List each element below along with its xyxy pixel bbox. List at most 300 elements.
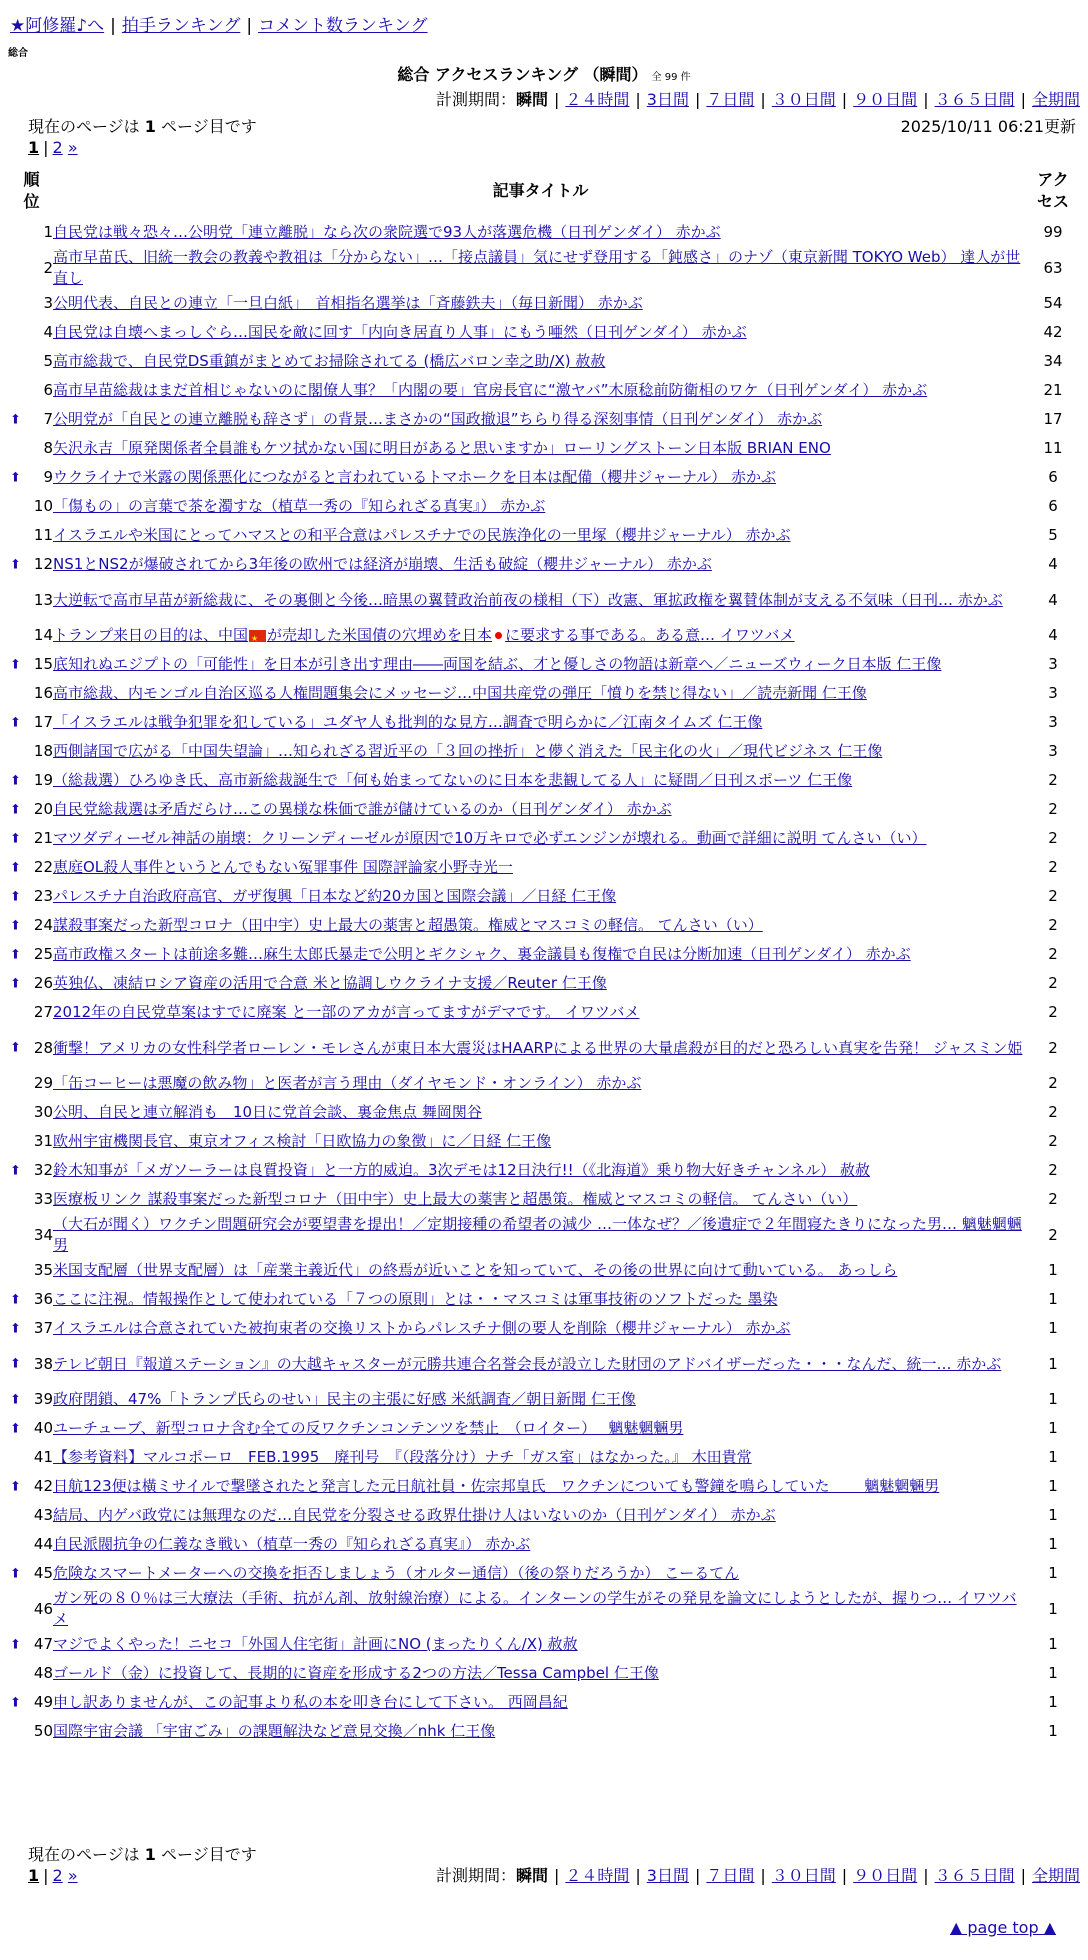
rank-cell: [10, 1414, 53, 1443]
access-count: 2: [1048, 945, 1058, 963]
period-separator: |: [841, 1866, 848, 1885]
rank-number: 36: [33, 1290, 53, 1308]
article-link[interactable]: ここに注視。情報操作として使われている「７つの原則」とは・・マスコミは軍事技術のソフトだった 墨染: [53, 1290, 778, 1308]
article-link[interactable]: 「傷もの」の言葉で茶を濁すな（植草一秀の『知られざる真実』） 赤かぶ: [53, 497, 546, 515]
comment-ranking-link[interactable]: コメント数ランキング: [258, 16, 428, 36]
table-row: [10, 882, 1078, 911]
article-link[interactable]: 矢沢永吉「原発関係者全員誰もケツ拭かない国に明日があると思いますか」ローリングストーン日本版 BRIAN ENO: [53, 439, 831, 457]
title-cell: [53, 1156, 1028, 1185]
table-row: [10, 679, 1078, 708]
up-arrow-icon: ⬆: [10, 1321, 21, 1336]
table-row: [10, 1559, 1078, 1588]
access-count: 3: [1048, 655, 1058, 673]
up-arrow-icon: ⬆: [10, 1421, 21, 1436]
table-row: [10, 998, 1078, 1027]
table-row: [10, 940, 1078, 969]
up-arrow-icon: ⬆: [10, 802, 21, 817]
rank-number: 19: [33, 771, 53, 789]
access-count: 4: [1048, 626, 1058, 644]
up-arrow-icon: ⬆: [10, 412, 21, 427]
table-row: [10, 1285, 1078, 1314]
table-row: [10, 1256, 1078, 1285]
rank-number: 42: [33, 1477, 53, 1495]
title-cell: [53, 998, 1028, 1027]
title-cell: [53, 1414, 1028, 1443]
article-link[interactable]: 結局、内ゲバ政党には無理なのだ…自民党を分裂させる政界仕掛け人はいないのか（日刊ゲンダイ） 赤かぶ: [53, 1506, 776, 1524]
pager-top: [28, 138, 78, 157]
access-count: 1: [1048, 1477, 1058, 1495]
rank-number: 48: [33, 1664, 53, 1682]
article-link[interactable]: イスラエルは合意されていた被拘束者の交換リストからパレスチナ側の要人を削除（櫻井ジャーナル） 赤かぶ: [53, 1319, 791, 1337]
rank-number: 45: [33, 1564, 53, 1582]
rank-number: 18: [33, 742, 53, 760]
article-link[interactable]: NS1とNS2が爆破されてから3年後の欧州では経済が崩壊、生活も破綻（櫻井ジャーナル） 赤かぶ: [53, 555, 712, 573]
article-link[interactable]: ゴールド（金）に投資して、長期的に資産を形成する2つの方法／Tessa Campbel 仁王像: [53, 1664, 659, 1682]
title-cell: [53, 1185, 1028, 1214]
rank-number: 5: [43, 352, 53, 370]
period-link-4[interactable]: ９０日間: [853, 90, 918, 109]
nav-separator: |: [110, 16, 116, 36]
pager-separator: |: [43, 1866, 49, 1885]
table-row: [10, 737, 1078, 766]
article-link[interactable]: マジでよくやった！ニセコ「外国人住宅街」計画にNO (まったりくん/X) 赦赦: [53, 1635, 578, 1653]
rank-number: 41: [33, 1448, 53, 1466]
period-link-2[interactable]: ７日間: [706, 90, 755, 109]
table-row: [10, 405, 1078, 434]
article-link[interactable]: 底知れぬエジプトの「可能性」を日本が引き出す理由――両国を結ぶ、才と優しさの物語は新章へ／ニューズウィーク日本版 仁王像: [53, 655, 942, 673]
title-cell: [53, 1559, 1028, 1588]
article-link[interactable]: 衝撃！アメリカの女性科学者ローレン・モレさんが東日本大震災はHAARPによる世界の大量虐殺が目的だと恐ろしい真実を告発！ ジャスミン姫: [53, 1038, 1023, 1057]
table-row: [10, 708, 1078, 737]
table-row: [10, 1314, 1078, 1343]
access-count: 99: [1043, 223, 1063, 241]
rank-number: 20: [33, 800, 53, 818]
title-cell: [53, 492, 1028, 521]
rank-cell: [10, 1027, 53, 1069]
page-title: [0, 62, 1088, 85]
title-cell: [53, 1501, 1028, 1530]
period-link-0[interactable]: ２４時間: [565, 1866, 630, 1885]
table-row: [10, 1501, 1078, 1530]
rank-number: 21: [33, 829, 53, 847]
up-arrow-icon: ⬆: [10, 1040, 21, 1056]
access-count: 1: [1048, 1319, 1058, 1337]
rank-cell: [10, 550, 53, 579]
rank-cell: [10, 1717, 53, 1746]
rank-number: 3: [43, 294, 53, 312]
article-link[interactable]: 欧州宇宙機関長官、東京オフィス検討「日欧協力の象徴」に／日経 仁王像: [53, 1132, 552, 1150]
article-link[interactable]: 高市総裁、内モンゴル自治区巡る人権問題集会にメッセージ…中国共産党の弾圧「憤りを禁じ得ない」／読売新聞 仁王像: [53, 684, 867, 702]
period-link-1[interactable]: 3日間: [646, 90, 689, 109]
period-separator: |: [923, 90, 929, 109]
table-row: [10, 1414, 1078, 1443]
title-cell: [53, 376, 1028, 405]
rank-cell: [10, 1530, 53, 1559]
rank-cell: [10, 376, 53, 405]
title-cell: [53, 1530, 1028, 1559]
article-link[interactable]: 高市早苗氏、旧統一教会の教義や教祖は「分からない」…「接点議員」気にせず登用する「鈍感さ」のナゾ（東京新聞 TOKYO Web） 達人が世直し: [53, 248, 1021, 287]
access-count: 1: [1048, 1390, 1058, 1408]
article-link[interactable]: テレビ朝日『報道ステーション』の大越キャスターが元勝共連合名誉会長が設立した財団のアドバイザーだった・・・なんだ、統一… 赤かぶ: [53, 1354, 1002, 1373]
current-page-number: 1: [144, 1845, 156, 1864]
title-cell: [53, 1659, 1028, 1688]
article-link[interactable]: 公明党が「自民との連立離脱も辞さず」の背景…まさかの“国政撤退”ちらり得る深刻事情（日刊ゲンダイ） 赤かぶ: [53, 410, 823, 428]
article-link[interactable]: 英独仏、凍結ロシア資産の活用で合意 米と協調しウクライナ支援／Reuter 仁王像: [53, 974, 607, 992]
table-row: [10, 1688, 1078, 1717]
updated-timestamp: 2025/10/11 06:21更新: [900, 117, 1076, 136]
access-count: 3: [1048, 684, 1058, 702]
next-page-link[interactable]: »: [67, 1866, 78, 1885]
access-count: 2: [1048, 974, 1058, 992]
table-row: [10, 492, 1078, 521]
table-row: [10, 621, 1078, 650]
article-link[interactable]: ガン死の８０％は三大療法（手術、抗がん剤、放射線治療）による。インターンの学生がその発見を論文にしようとしたが、握りつ… イワツバメ: [53, 1589, 1017, 1628]
access-count: 5: [1048, 526, 1058, 544]
access-count: 1: [1048, 1261, 1058, 1279]
rank-cell: [10, 1501, 53, 1530]
up-arrow-icon: ⬆: [10, 1566, 21, 1581]
access-count: 2: [1048, 1103, 1058, 1121]
article-link[interactable]: 公明、自民と連立解消も 10日に党首会談、裏金焦点 舞岡関谷: [53, 1103, 482, 1121]
current-page-suffix: ページ目です: [155, 1845, 257, 1864]
title-cell: [53, 405, 1028, 434]
total-count: 全 99 件: [651, 72, 691, 83]
rank-number: 22: [33, 858, 53, 876]
access-count: 3: [1048, 713, 1058, 731]
access-count: 6: [1048, 468, 1058, 486]
period-link-3[interactable]: ３０日間: [771, 90, 836, 109]
table-row: [10, 650, 1078, 679]
rank-cell: [10, 1443, 53, 1472]
article-link[interactable]: ウクライナで米露の関係悪化につながると言われているトマホークを日本は配備（櫻井ジャーナル） 赤かぶ: [53, 468, 776, 486]
access-count: 11: [1043, 439, 1063, 457]
rank-number: 14: [33, 626, 53, 644]
period-separator: |: [553, 90, 560, 109]
rank-cell: [10, 1214, 53, 1256]
access-count: 1: [1048, 1354, 1058, 1373]
article-link[interactable]: ユーチューブ、新型コロナ含む全ての反ワクチンコンテンツを禁止 （ロイター） 魑魅魍魎男: [53, 1419, 684, 1437]
period-link-6[interactable]: 全期間: [1031, 90, 1080, 109]
page-1-link[interactable]: 1: [28, 1866, 40, 1885]
access-count: 2: [1048, 1161, 1058, 1179]
title-cell: [53, 247, 1028, 289]
top-nav: [10, 11, 428, 36]
access-count: 2: [1048, 858, 1058, 876]
access-count: 1: [1048, 1419, 1058, 1437]
period-link-2[interactable]: ７日間: [706, 1866, 755, 1885]
access-count: 2: [1048, 1190, 1058, 1208]
article-link[interactable]: マツダディーゼル神話の崩壊：クリーンディーゼルが原因で10万キロで必ずエンジンが壊れる。動画で詳細に説明 てんさい（い）: [53, 829, 927, 847]
up-arrow-icon: ⬆: [10, 976, 21, 991]
article-link[interactable]: 「缶コーヒーは悪魔の飲み物」と医者が言う理由（ダイヤモンド・オンライン） 赤かぶ: [53, 1074, 642, 1092]
article-link[interactable]: 危険なスマートメーターへの交換を拒否しましょう（オルター通信）（後の祭りだろうか） こーるてん: [53, 1564, 740, 1582]
title-cell: [53, 766, 1028, 795]
title-cell: [53, 795, 1028, 824]
rank-number: 34: [33, 1225, 53, 1244]
table-row: [10, 1027, 1078, 1069]
table-row: [10, 218, 1078, 247]
access-count: 2: [1048, 1225, 1058, 1244]
title-cell: [53, 940, 1028, 969]
table-row: [10, 1069, 1078, 1098]
article-link[interactable]: 日航123便は橫ミサイルで撃墜されたと発言した元日航社員・佐宗邦皇氏 ワクチンについても警鐘を鳴らしていた 魑魅魍魎男: [53, 1477, 940, 1495]
article-link[interactable]: パレスチナ自治政府高官、ガザ復興「日本など約20カ国と国際会議」／日経 仁王像: [53, 887, 617, 905]
period-selector-bottom: [436, 1863, 1080, 1886]
rank-cell: [10, 1098, 53, 1127]
article-link[interactable]: （大石が聞く）ワクチン問題研究会が要望書を提出！／定期接種の希望者の減少 …一体なぜ？／後遺症で２年間寝たきりになった男… 魑魅魍魎男: [53, 1215, 1022, 1254]
title-cell: [53, 1127, 1028, 1156]
title-cell: [53, 1472, 1028, 1501]
table-row: [10, 1443, 1078, 1472]
article-link[interactable]: 恵庭OL殺人事件というとんでもない冤罪事件 国際評論家小野寺光一: [53, 858, 513, 876]
title-cell: [53, 347, 1028, 376]
article-link[interactable]: 高市早苗総裁はまだ首相じゃないのに閣僚人事？「内閣の要」官房長官に“激ヤバ”木原稔前防衛相のワケ（日刊ゲンダイ） 赤かぶ: [53, 381, 928, 399]
rank-cell: [10, 1285, 53, 1314]
rank-number: 40: [33, 1419, 53, 1437]
access-count: 2: [1048, 916, 1058, 934]
clap-ranking-link[interactable]: 拍手ランキング: [121, 16, 241, 36]
table-row: [10, 463, 1078, 492]
rank-number: 17: [33, 713, 53, 731]
access-count: 3: [1048, 742, 1058, 760]
title-cell: [53, 1285, 1028, 1314]
rank-cell: [10, 1588, 53, 1630]
rank-number: 9: [43, 468, 53, 486]
title-cell: [53, 434, 1028, 463]
rank-cell: [10, 766, 53, 795]
article-link[interactable]: 西側諸国で広がる「中国失望論」…知られざる習近平の「３回の挫折」と儚く消えた「民主化の火」／現代ビジネス 仁王像: [53, 742, 883, 760]
next-page-link[interactable]: »: [67, 138, 78, 157]
access-count: 4: [1048, 590, 1058, 609]
access-count: 2: [1048, 1074, 1058, 1092]
current-page-suffix: ページ目です: [155, 117, 257, 136]
rank-number: 43: [33, 1506, 53, 1524]
rank-number: 30: [33, 1103, 53, 1121]
access-count: 1: [1048, 1599, 1058, 1618]
title-cell: [53, 1443, 1028, 1472]
rank-number: 10: [33, 497, 53, 515]
article-link[interactable]: 米国支配層（世界支配層）は「産業主義近代」の終焉が近いことを知っていて、その後の世界に向けて動いている。 あっしら: [53, 1261, 898, 1279]
current-page-prefix: 現在のページは: [28, 117, 145, 136]
article-link[interactable]: イスラエルや米国にとってハマスとの和平合意はパレスチナでの民族浄化の一里塚（櫻井ジャーナル） 赤かぶ: [53, 526, 791, 544]
current-page-info: [28, 114, 257, 137]
access-count: 63: [1043, 258, 1063, 277]
rank-cell: [10, 940, 53, 969]
period-current: 瞬間: [515, 90, 548, 109]
title-cell: [53, 579, 1028, 621]
table-row: [10, 1343, 1078, 1385]
page-1-link[interactable]: 1: [28, 138, 40, 157]
title-cell: [53, 1214, 1028, 1256]
period-separator: |: [694, 90, 701, 109]
rank-number: 1: [43, 223, 53, 241]
rank-number: 16: [33, 684, 53, 702]
period-link-6[interactable]: 全期間: [1031, 1866, 1080, 1885]
title-cell: [53, 1069, 1028, 1098]
article-link[interactable]: 鈴木知事が「メガソーラーは良質投資」と一方的威迫。3次デモは12日決行!!（《北海道》乗り物大好きチャンネル） 赦赦: [53, 1161, 871, 1179]
period-link-3[interactable]: ３０日間: [771, 1866, 836, 1885]
header-access: アクセス: [1036, 170, 1069, 211]
rank-number: 35: [33, 1261, 53, 1279]
rank-cell: [10, 1343, 53, 1385]
current-page-number: 1: [144, 117, 156, 136]
rank-cell: [10, 579, 53, 621]
rank-cell: [10, 1256, 53, 1285]
category-label: 総合: [8, 48, 28, 59]
page-2-link[interactable]: 2: [52, 1866, 63, 1885]
japan-flag-icon: [495, 632, 502, 639]
up-arrow-icon: ⬆: [10, 1292, 21, 1307]
table-row: [10, 911, 1078, 940]
article-link[interactable]: 国際宇宙会議 「宇宙ごみ」の課題解決など意見交換／nhk 仁王像: [53, 1722, 496, 1740]
rank-cell: [10, 969, 53, 998]
table-row: [10, 766, 1078, 795]
title-cell: [53, 463, 1028, 492]
period-link-5[interactable]: ３６５日間: [934, 1866, 1015, 1885]
table-row: [10, 1214, 1078, 1256]
article-link[interactable]: 医療板リンク 謀殺事案だった新型コロナ（田中宇）史上最大の薬害と超愚策。権威とマスコミの軽信。 てんさい（い）: [53, 1190, 858, 1208]
table-row: [10, 824, 1078, 853]
rank-cell: [10, 911, 53, 940]
article-link[interactable]: トランプ来日の目的は、中国★ が売却した米国債の穴埋めを日本 に要求する事である。ある意… イワツバメ: [53, 626, 795, 644]
access-count: 2: [1048, 800, 1058, 818]
rank-cell: [10, 1314, 53, 1343]
rank-cell: [10, 318, 53, 347]
access-count: 1: [1048, 1535, 1058, 1553]
up-arrow-icon: ⬆: [10, 860, 21, 875]
table-row: [10, 969, 1078, 998]
period-selector-top: [436, 87, 1080, 110]
rank-number: 39: [33, 1390, 53, 1408]
article-link[interactable]: （総裁選）ひろゆき氏、高市新総裁誕生で「何も始まってないのに日本を悲観してる人」に疑問／日刊スポーツ 仁王像: [53, 771, 853, 789]
article-link[interactable]: 高市政権スタートは前途多難…麻生太郎氏暴走で公明とギクシャク、裏金議員も復権で自民は分断加速（日刊ゲンダイ） 赤かぶ: [53, 945, 911, 963]
article-link[interactable]: 公明代表、自民との連立「一旦白紙」 首相指名選挙は「斉藤鉄夫」（毎日新聞） 赤かぶ: [53, 294, 643, 312]
article-link[interactable]: 自民党は自壊へまっしぐら…国民を敵に回す「内向き居直り人事」にもう唖然（日刊ゲンダイ） 赤かぶ: [53, 323, 747, 341]
access-count: 2: [1048, 1038, 1058, 1057]
access-count: 2: [1048, 771, 1058, 789]
up-arrow-icon: ⬆: [10, 889, 21, 904]
rank-cell: [10, 289, 53, 318]
page-top-link[interactable]: ▲ page top ▲: [949, 1918, 1056, 1937]
title-cell: [53, 1385, 1028, 1414]
article-link[interactable]: 2012年の自民党草案はすでに廃案 と一部のアカが言ってますがデマです。 イワツバメ: [53, 1003, 640, 1021]
access-count: 4: [1048, 555, 1058, 573]
period-separator: |: [760, 1866, 766, 1885]
period-link-5[interactable]: ３６５日間: [934, 90, 1015, 109]
up-arrow-icon: ⬆: [10, 470, 21, 485]
article-link[interactable]: 自民派閥抗争の仁義なき戦い（植草一秀の『知られざる真実』） 赤かぶ: [53, 1535, 531, 1553]
article-link[interactable]: 政府閉鎖、47%「トランプ氏らのせい」民主の主張に好感 米紙調査／朝日新聞 仁王像: [53, 1390, 636, 1408]
period-separator: |: [635, 90, 641, 109]
rank-cell: [10, 492, 53, 521]
rank-number: 26: [33, 974, 53, 992]
title-cell: [53, 824, 1028, 853]
title-cell: [53, 1688, 1028, 1717]
article-link[interactable]: 「イスラエルは戦争犯罪を犯している」ユダヤ人も批判的な見方…調査で明らかに／江南タイムズ 仁王像: [53, 713, 763, 731]
access-count: 1: [1048, 1693, 1058, 1711]
period-link-4[interactable]: ９０日間: [853, 1866, 918, 1885]
table-row: [10, 289, 1078, 318]
table-header-row: [10, 164, 1078, 218]
rank-cell: [10, 1185, 53, 1214]
rank-number: 13: [33, 590, 53, 609]
table-row: [10, 1588, 1078, 1630]
home-link[interactable]: ★阿修羅♪へ: [10, 16, 105, 36]
rank-number: 23: [33, 887, 53, 905]
title-cell: [53, 1027, 1028, 1069]
table-row: [10, 1156, 1078, 1185]
access-count: 2: [1048, 1003, 1058, 1021]
title-cell: [53, 737, 1028, 766]
nav-separator: |: [246, 16, 253, 36]
table-row: [10, 1530, 1078, 1559]
page-2-link[interactable]: 2: [52, 138, 63, 157]
rank-cell: [10, 1385, 53, 1414]
rank-cell: [10, 737, 53, 766]
up-arrow-icon: ⬆: [10, 1163, 21, 1178]
period-link-1[interactable]: 3日間: [646, 1866, 689, 1885]
title-cell: [53, 679, 1028, 708]
title-cell: [53, 911, 1028, 940]
title-cell: [53, 621, 1028, 650]
up-arrow-icon: ⬆: [10, 557, 21, 572]
table-row: [10, 1472, 1078, 1501]
title-cell: [53, 708, 1028, 737]
rank-cell: [10, 1559, 53, 1588]
article-link[interactable]: 大逆転で高市早苗が新総裁に、その裏側と今後…暗黒の翼賛政治前夜の様相（下）改憲、軍拡政権を翼賛体制が支える不気味（日刊… 赤かぶ: [53, 590, 1003, 609]
rank-number: 37: [33, 1319, 53, 1337]
rank-cell: [10, 621, 53, 650]
title-cell: [53, 969, 1028, 998]
period-separator: |: [841, 90, 848, 109]
access-count: 2: [1048, 829, 1058, 847]
article-link[interactable]: 謀殺事案だった新型コロナ（田中宇）史上最大の薬害と超愚策。権威とマスコミの軽信。 てんさい（い）: [53, 916, 763, 934]
access-count: 1: [1048, 1448, 1058, 1466]
rank-cell: [10, 347, 53, 376]
rank-cell: [10, 795, 53, 824]
period-separator: |: [1020, 90, 1026, 109]
rank-cell: [10, 853, 53, 882]
access-count: 21: [1043, 381, 1063, 399]
rank-number: 15: [33, 655, 53, 673]
access-count: 1: [1048, 1290, 1058, 1308]
table-row: [10, 579, 1078, 621]
rank-number: 8: [43, 439, 53, 457]
up-arrow-icon: ⬆: [10, 715, 21, 730]
period-link-0[interactable]: ２４時間: [565, 90, 630, 109]
rank-cell: [10, 1688, 53, 1717]
ranking-table: [10, 164, 1078, 1746]
rank-number: 28: [33, 1038, 53, 1057]
table-row: [10, 1659, 1078, 1688]
table-row: [10, 247, 1078, 289]
article-link[interactable]: 申し訳ありませんが、この記事より私の本を叩き台にして下さい。 西岡昌紀: [53, 1693, 568, 1711]
up-arrow-icon: ⬆: [10, 657, 21, 672]
rank-cell: [10, 679, 53, 708]
access-count: 17: [1043, 410, 1063, 428]
article-link[interactable]: 自民党は戦々恐々…公明党「連立離脱」なら次の衆院選で93人が落選危機（日刊ゲンダイ） 赤かぶ: [53, 223, 721, 241]
article-link[interactable]: 自民党総裁選は矛盾だらけ…この異様な株価で誰が儲けているのか（日刊ゲンダイ） 赤かぶ: [53, 800, 672, 818]
pager-separator: |: [43, 138, 49, 157]
article-link[interactable]: 【参考資料】マルコポーロ FEB.1995 廃刊号 『（段落分け）ナチ「ガス室」はなかった。』 木田貴常: [53, 1448, 752, 1466]
rank-cell: [10, 1156, 53, 1185]
article-link[interactable]: 高市総裁で、自民党DS重鎮がまとめてお掃除されてる (橋広バロン幸之助/X) 赦赦: [53, 352, 606, 370]
title-cell: [53, 853, 1028, 882]
title-cell: [53, 1588, 1028, 1630]
rank-cell: [10, 650, 53, 679]
title-cell: [53, 1256, 1028, 1285]
up-arrow-icon: ⬆: [10, 1637, 21, 1652]
